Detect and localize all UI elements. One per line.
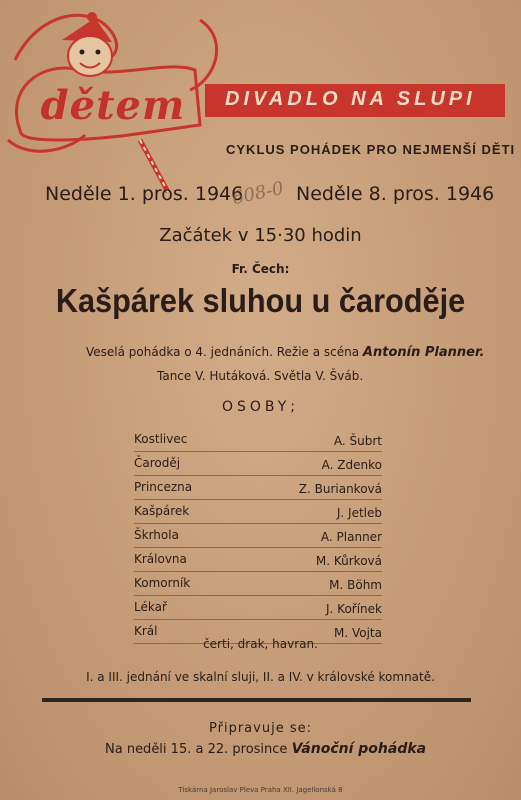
cast-role: Král bbox=[134, 624, 158, 638]
credits-text: Veselá pohádka o 4. jednáních. Režie a scéna bbox=[86, 345, 360, 359]
upcoming-text: Na neděli 15. a 22. prosince bbox=[105, 742, 288, 757]
cast-row bbox=[134, 428, 382, 452]
cast-row bbox=[134, 476, 382, 500]
cast-role: Čaroděj bbox=[134, 456, 181, 470]
scene-note: I. a III. jednání ve skalní sluji, II. a IV. v královské komnatě. bbox=[86, 670, 435, 684]
cast-actor: Z. Burianková bbox=[298, 482, 382, 496]
cast-row bbox=[134, 524, 382, 548]
cast-role: Komorník bbox=[134, 576, 191, 590]
cast-role: Kašpárek bbox=[134, 504, 190, 518]
cast-role: Kostlivec bbox=[134, 432, 188, 446]
printer-credit: Tiskárna Jaroslav Pleva Praha XII. Jagellonská 8 bbox=[178, 786, 343, 794]
director-name: Antonín Planner. bbox=[362, 345, 485, 360]
cast-row bbox=[134, 572, 382, 596]
cast-row bbox=[134, 548, 382, 572]
handwritten-number: 608-0 bbox=[230, 177, 286, 210]
play-title: Kašpárek sluhou u čaroděje bbox=[55, 282, 466, 319]
cast-actor: J. Jetleb bbox=[336, 506, 382, 520]
cast-actor: A. Zdenko bbox=[321, 458, 382, 472]
cast-row bbox=[134, 500, 382, 524]
cast-row bbox=[134, 596, 382, 620]
cast-actor: J. Kořínek bbox=[326, 602, 382, 616]
author: Fr. Čech: bbox=[231, 262, 290, 276]
cast-actor: M. Vojta bbox=[334, 626, 382, 640]
cast-row bbox=[134, 452, 382, 476]
theatre-name: DIVADLO NA SLUPI bbox=[225, 88, 476, 110]
cast-actor: A. Planner bbox=[320, 530, 382, 544]
logo-word: dětem bbox=[40, 82, 186, 129]
theatre-banner bbox=[205, 84, 505, 117]
credits-line-1 bbox=[86, 345, 484, 360]
cast-heading: OSOBY; bbox=[221, 399, 300, 415]
upcoming-line bbox=[105, 741, 426, 757]
cast-list bbox=[134, 428, 382, 644]
cast-role: Lékař bbox=[134, 600, 167, 614]
cast-actor: A. Šubrt bbox=[333, 434, 382, 448]
cast-extras: čerti, drak, havran. bbox=[203, 637, 318, 651]
cast-role: Královna bbox=[134, 552, 187, 566]
cast-role: Škrhola bbox=[134, 528, 179, 542]
upcoming-heading: Připravuje se: bbox=[209, 721, 312, 736]
cast-actor: M. Böhm bbox=[329, 578, 382, 592]
divider-rule bbox=[42, 698, 471, 702]
upcoming-show: Vánoční pohádka bbox=[291, 741, 427, 757]
cast-role: Princezna bbox=[134, 480, 193, 494]
start-time: Začátek v 15·30 hodin bbox=[159, 225, 362, 246]
credits-line-2: Tance V. Hutáková. Světla V. Šváb. bbox=[157, 369, 364, 383]
cast-actor: M. Kůrková bbox=[315, 554, 382, 568]
date-second: Neděle 8. pros. 1946 bbox=[296, 183, 495, 205]
date-first: Neděle 1. pros. 1946 bbox=[45, 183, 244, 205]
cycle-subtitle: CYKLUS POHÁDEK PRO NEJMENŠÍ DĚTI bbox=[226, 142, 516, 157]
